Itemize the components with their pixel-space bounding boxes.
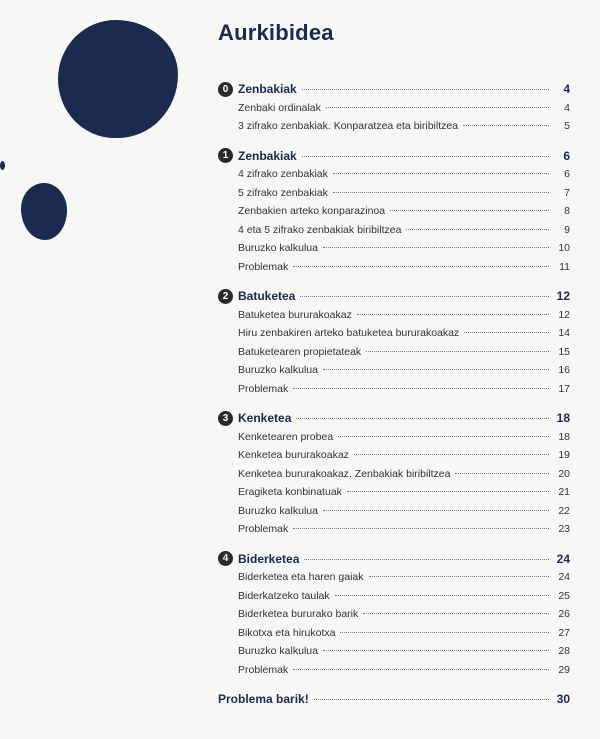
page-number: 12 bbox=[556, 289, 570, 303]
page-number: 14 bbox=[558, 327, 570, 339]
dot-leader bbox=[314, 699, 549, 700]
toc-entry bbox=[218, 324, 570, 343]
dot-leader bbox=[357, 314, 549, 315]
dot-leader bbox=[464, 332, 549, 333]
entry-label: 3 zifrako zenbakiak. Konparatzea eta biribiltzea bbox=[238, 120, 459, 132]
page-number: 26 bbox=[558, 608, 570, 620]
entry-label: Zenbakiak bbox=[238, 148, 297, 163]
entry-label: Problemak bbox=[238, 260, 289, 273]
toc-entry bbox=[218, 99, 570, 118]
page-number: 18 bbox=[558, 430, 570, 443]
dot-leader bbox=[354, 454, 549, 455]
dot-leader bbox=[463, 125, 549, 126]
page-number: 16 bbox=[558, 364, 570, 376]
toc-entry bbox=[218, 624, 570, 643]
dot-leader bbox=[302, 89, 549, 90]
page-number: 17 bbox=[558, 382, 570, 395]
entry-label: Biderketea eta haren gaiak bbox=[238, 571, 364, 583]
page-number: 22 bbox=[558, 504, 570, 517]
entry-label: Problema barik! bbox=[218, 692, 309, 706]
page-number: 8 bbox=[564, 205, 570, 217]
toc-entry bbox=[218, 520, 570, 539]
dot-leader bbox=[390, 210, 549, 211]
toc-entry bbox=[218, 587, 570, 606]
page-number: 18 bbox=[556, 411, 570, 425]
page-number: 28 bbox=[558, 645, 570, 657]
toc-entry bbox=[218, 446, 570, 465]
page-number: 19 bbox=[558, 449, 570, 461]
ink-dot bbox=[0, 161, 5, 170]
page-number: 9 bbox=[564, 223, 570, 236]
dot-leader bbox=[323, 247, 549, 248]
dot-leader bbox=[366, 351, 549, 352]
chapter-number-badge: 2 bbox=[218, 289, 233, 304]
toc-entry bbox=[218, 258, 570, 277]
dot-leader bbox=[333, 192, 549, 193]
page-number: 24 bbox=[556, 551, 570, 566]
dot-leader bbox=[338, 436, 549, 437]
entry-label: Problemak bbox=[238, 382, 289, 395]
dot-leader bbox=[335, 595, 549, 596]
page-number: 21 bbox=[558, 486, 570, 498]
dot-leader bbox=[293, 266, 549, 267]
entry-label: Kenketea bururakoakaz. Zenbakiak biribiltzea bbox=[238, 467, 451, 480]
dot-leader bbox=[369, 576, 549, 577]
dot-leader bbox=[293, 528, 549, 529]
entry-label: Buruzko kalkulua bbox=[238, 645, 318, 657]
toc-entry bbox=[218, 568, 570, 587]
entry-label: Hiru zenbakiren arteko batuketea bururakoakaz bbox=[238, 327, 460, 339]
toc-entry bbox=[218, 184, 570, 203]
dot-leader bbox=[326, 107, 549, 108]
page-number: 6 bbox=[564, 168, 570, 180]
dot-leader bbox=[323, 650, 549, 651]
dot-leader bbox=[455, 473, 549, 474]
page-number: 4 bbox=[563, 82, 570, 96]
section-heading bbox=[218, 550, 570, 569]
entry-label: Kenketearen probea bbox=[238, 430, 334, 443]
dot-leader bbox=[323, 510, 549, 511]
page-number: 24 bbox=[558, 571, 570, 583]
toc-entry bbox=[218, 361, 570, 380]
page-number: 7 bbox=[564, 186, 570, 199]
toc-section bbox=[218, 147, 570, 277]
dot-leader bbox=[406, 229, 549, 230]
section-heading bbox=[218, 147, 570, 166]
entry-label: Batuketea bbox=[238, 289, 296, 303]
dot-leader bbox=[323, 369, 549, 370]
page-number: 23 bbox=[558, 523, 570, 535]
page-number: 4 bbox=[564, 101, 570, 114]
entry-label: Biderketea bururako barik bbox=[238, 608, 359, 620]
toc-entry bbox=[218, 465, 570, 484]
section-heading bbox=[218, 409, 570, 428]
dot-leader bbox=[340, 632, 549, 633]
page-number: 29 bbox=[558, 663, 570, 676]
entry-label: 4 zifrako zenbakiak bbox=[238, 168, 328, 180]
entry-label: Biderketea bbox=[238, 551, 300, 566]
dot-leader bbox=[300, 296, 549, 297]
page-number: 30 bbox=[556, 692, 570, 706]
ink-blot-small bbox=[21, 183, 67, 240]
table-of-contents bbox=[218, 80, 570, 709]
entry-label: Zenbaki ordinalak bbox=[238, 101, 321, 114]
toc-section bbox=[218, 550, 570, 680]
section-heading bbox=[218, 287, 570, 306]
entry-label: Kenketea bbox=[238, 411, 292, 425]
toc-section bbox=[218, 80, 570, 136]
page-number: 12 bbox=[558, 308, 570, 321]
entry-label: 5 zifrako zenbakiak bbox=[238, 186, 328, 199]
final-heading bbox=[218, 690, 570, 709]
dot-leader bbox=[293, 388, 549, 389]
chapter-number-badge: 1 bbox=[218, 148, 233, 163]
toc-entry bbox=[218, 502, 570, 521]
entry-label: Batuketea bururakoakaz bbox=[238, 308, 352, 321]
toc-entry bbox=[218, 202, 570, 221]
toc-entry bbox=[218, 605, 570, 624]
page-number: 10 bbox=[558, 242, 570, 254]
dot-leader bbox=[304, 559, 549, 560]
ink-blot-large bbox=[58, 20, 178, 138]
dot-leader bbox=[296, 418, 549, 419]
toc-section bbox=[218, 409, 570, 539]
final-section bbox=[218, 690, 570, 709]
dot-leader bbox=[363, 613, 549, 614]
page-title: Aurkibidea bbox=[218, 20, 334, 45]
dot-leader bbox=[293, 669, 549, 670]
entry-label: Zenbakiak bbox=[238, 82, 297, 96]
entry-label: Zenbakien arteko konparazinoa bbox=[238, 205, 386, 217]
entry-label: Buruzko kalkulua bbox=[238, 504, 318, 517]
dot-leader bbox=[347, 491, 549, 492]
page-number: 5 bbox=[564, 120, 570, 132]
toc-entry bbox=[218, 483, 570, 502]
toc-entry bbox=[218, 343, 570, 362]
dot-leader bbox=[302, 156, 549, 157]
chapter-number-badge: 3 bbox=[218, 411, 233, 426]
entry-label: Buruzko kalkulua bbox=[238, 242, 318, 254]
chapter-number-badge: 0 bbox=[218, 82, 233, 97]
page-number: 25 bbox=[558, 589, 570, 602]
entry-label: 4 eta 5 zifrako zenbakiak biribiltzea bbox=[238, 223, 402, 236]
entry-label: Problemak bbox=[238, 523, 289, 535]
toc-entry bbox=[218, 380, 570, 399]
toc-entry bbox=[218, 165, 570, 184]
dot-leader bbox=[333, 173, 549, 174]
chapter-number-badge: 4 bbox=[218, 551, 233, 566]
section-heading bbox=[218, 80, 570, 99]
page-number: 20 bbox=[558, 467, 570, 480]
entry-label: Eragiketa konbinatuak bbox=[238, 486, 342, 498]
page-number: 27 bbox=[558, 626, 570, 639]
entry-label: Problemak bbox=[238, 663, 289, 676]
page-number: 11 bbox=[559, 260, 570, 273]
toc-entry bbox=[218, 642, 570, 661]
toc-entry bbox=[218, 306, 570, 325]
toc-entry bbox=[218, 428, 570, 447]
toc-entry bbox=[218, 221, 570, 240]
toc-entry bbox=[218, 661, 570, 680]
entry-label: Kenketea bururakoakaz bbox=[238, 449, 349, 461]
page-number: 15 bbox=[558, 345, 570, 358]
entry-label: Bikotxa eta hirukotxa bbox=[238, 626, 336, 639]
toc-entry bbox=[218, 239, 570, 258]
toc-section bbox=[218, 287, 570, 398]
toc-entry bbox=[218, 117, 570, 136]
page-number: 6 bbox=[563, 148, 570, 163]
entry-label: Batuketearen propietateak bbox=[238, 345, 362, 358]
entry-label: Biderkatzeko taulak bbox=[238, 589, 330, 602]
entry-label: Buruzko kalkulua bbox=[238, 364, 318, 376]
